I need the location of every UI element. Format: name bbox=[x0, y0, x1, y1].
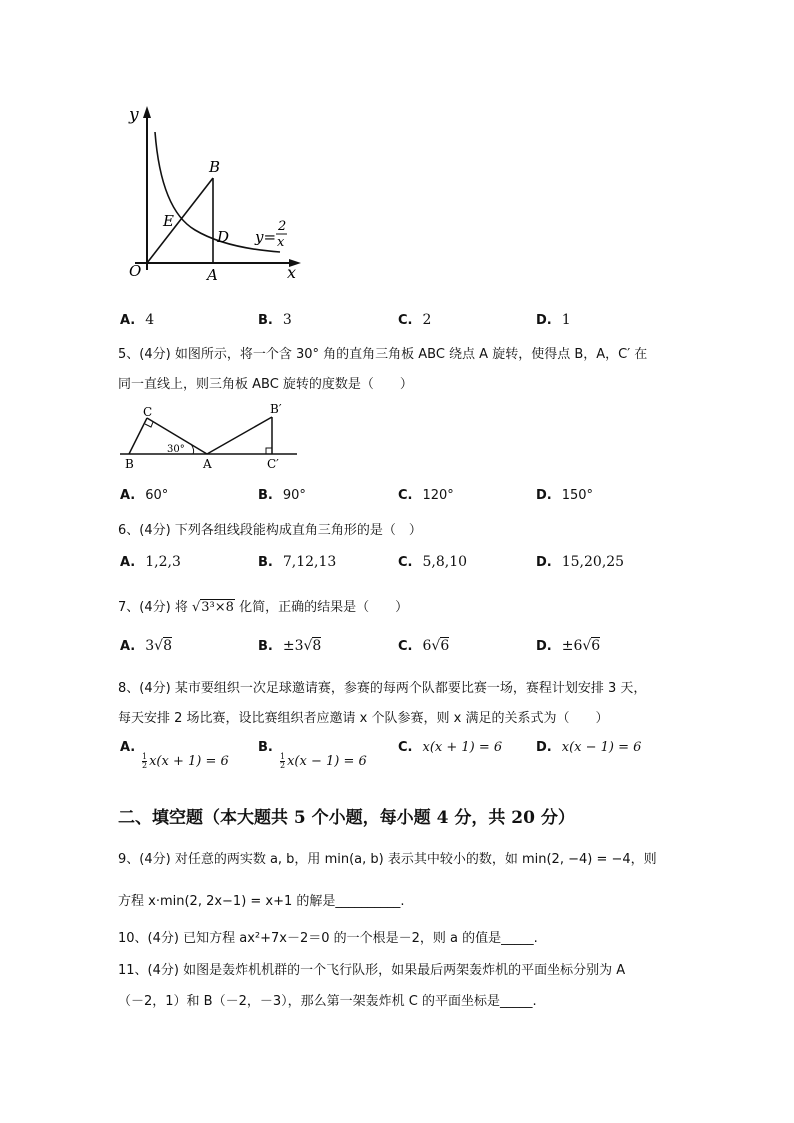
option-radicand: 6 bbox=[440, 638, 450, 654]
option-value: 60° bbox=[145, 488, 169, 503]
option-expr: x(x + 1) = 6 bbox=[422, 740, 503, 755]
option-value: 120° bbox=[422, 488, 454, 503]
option-letter: D. bbox=[536, 740, 552, 755]
radical-sign-icon: √ bbox=[431, 638, 441, 654]
label-D: D bbox=[217, 228, 230, 246]
option-letter: D. bbox=[536, 488, 552, 503]
label-B-prime: B′ bbox=[270, 402, 282, 416]
q7-option-b[interactable] bbox=[258, 638, 321, 654]
option-coef: ±6 bbox=[561, 638, 583, 654]
q6-text: 6、(4分) 下列各组线段能构成直角三角形的是（ ） bbox=[118, 523, 422, 538]
y-axis-arrow bbox=[143, 106, 151, 118]
label-B: B bbox=[125, 457, 134, 471]
radical-sign-icon: √ bbox=[154, 638, 164, 654]
q7-text bbox=[118, 596, 408, 615]
frac-den: 2 bbox=[280, 761, 286, 770]
q7-option-c[interactable] bbox=[398, 638, 449, 654]
q9-line2: 方程 x·min(2, 2x−1) = x+1 的解是__________. bbox=[118, 894, 405, 909]
segment-AB2 bbox=[207, 417, 272, 454]
label-A: A bbox=[207, 266, 218, 284]
section-heading: 二、填空题（本大题共 5 个小题，每小题 4 分，共 20 分） bbox=[118, 808, 575, 828]
option-letter: A. bbox=[120, 740, 136, 755]
q10-text: 10、(4分) 已知方程 ax²+7x－2＝0 的一个根是－2，则 a 的值是_____. bbox=[118, 931, 538, 946]
q6-option-c[interactable] bbox=[398, 554, 467, 570]
option-value: 5,8,10 bbox=[422, 554, 468, 570]
q7-suffix: 化简，正确的结果是（ ） bbox=[239, 600, 409, 615]
option-expr: x(x − 1) = 6 bbox=[561, 740, 642, 755]
option-coef: 3 bbox=[145, 638, 155, 654]
frac-num: 1 bbox=[280, 752, 286, 761]
label-angle: 30° bbox=[167, 444, 185, 455]
option-letter: D. bbox=[536, 555, 552, 570]
q8-option-b-expr[interactable] bbox=[280, 753, 367, 770]
q7-prefix: 7、(4分) 将 bbox=[118, 600, 188, 615]
q9-line1: 9、(4分) 对任意的两实数 a, b，用 min(a, b) 表示其中较小的数，如 min(2, −4) = −4，则 bbox=[118, 852, 657, 867]
option-radicand: 8 bbox=[312, 638, 322, 654]
q7-radicand: 3³×8 bbox=[201, 600, 234, 615]
segment-OB bbox=[147, 178, 213, 263]
option-letter: A. bbox=[120, 488, 136, 503]
option-value: 15,20,25 bbox=[561, 554, 625, 570]
option-value: 3 bbox=[282, 312, 292, 328]
option-coef: ±3 bbox=[282, 638, 304, 654]
q4-option-d[interactable] bbox=[536, 312, 571, 328]
option-letter: C. bbox=[398, 639, 413, 654]
frac-den: 2 bbox=[142, 761, 148, 770]
option-value: 4 bbox=[145, 312, 155, 328]
q4-option-b[interactable] bbox=[258, 312, 292, 328]
option-value: 1 bbox=[561, 312, 571, 328]
option-value: 2 bbox=[422, 312, 432, 328]
right-angle-mark-c2 bbox=[266, 448, 272, 454]
option-expr: x(x + 1) = 6 bbox=[149, 754, 229, 769]
option-letter: C. bbox=[398, 555, 413, 570]
option-letter: B. bbox=[258, 639, 273, 654]
label-C-prime: C′ bbox=[267, 457, 279, 471]
q8-option-d[interactable] bbox=[536, 740, 641, 755]
q11-line1: 11、(4分) 如图是轰炸机机群的一个飞行队形，如果最后两架轰炸机的平面坐标分别为 A bbox=[118, 963, 626, 978]
label-B: B bbox=[209, 158, 221, 176]
q7-option-d[interactable] bbox=[536, 638, 600, 654]
option-letter: D. bbox=[536, 639, 552, 654]
option-letter: D. bbox=[536, 313, 552, 328]
option-value: 1,2,3 bbox=[145, 554, 181, 570]
option-letter: A. bbox=[120, 313, 136, 328]
option-letter: C. bbox=[398, 488, 413, 503]
label-C: C bbox=[143, 405, 153, 419]
q4-option-a[interactable] bbox=[120, 312, 154, 328]
q7-sqrt bbox=[192, 599, 235, 615]
label-A: A bbox=[203, 457, 212, 471]
option-letter: B. bbox=[258, 740, 273, 755]
right-angle-mark-c bbox=[145, 422, 153, 427]
hyperbola-figure bbox=[115, 100, 315, 290]
rotation-figure bbox=[115, 400, 305, 472]
segment-BC bbox=[129, 418, 147, 454]
option-letter: B. bbox=[258, 555, 273, 570]
func-lhs: y= bbox=[255, 228, 277, 246]
q5-option-d[interactable] bbox=[536, 488, 593, 503]
label-O: O bbox=[129, 262, 142, 280]
q8-option-a-expr[interactable] bbox=[142, 753, 229, 770]
option-letter: C. bbox=[398, 313, 413, 328]
q6-option-d[interactable] bbox=[536, 554, 624, 570]
radical-sign-icon: √ bbox=[191, 600, 201, 615]
option-coef: 6 bbox=[422, 638, 432, 654]
func-den: x bbox=[277, 235, 285, 250]
q5-line2: 同一直线上，则三角板 ABC 旋转的度数是（ ） bbox=[118, 377, 413, 392]
q5-line1: 5、(4分) 如图所示，将一个含 30° 角的直角三角板 ABC 绕点 A 旋转，使得点 B，A，C′ 在 bbox=[118, 347, 648, 362]
frac-num: 1 bbox=[142, 752, 148, 761]
label-x: x bbox=[287, 263, 297, 282]
q8-line1: 8、(4分) 某市要组织一次足球邀请赛，参赛的每两个队都要比赛一场，赛程计划安排 3 天， bbox=[118, 681, 647, 696]
q7-option-a[interactable] bbox=[120, 638, 172, 654]
option-letter: C. bbox=[398, 740, 413, 755]
option-expr: x(x − 1) = 6 bbox=[287, 754, 367, 769]
q5-option-c[interactable] bbox=[398, 488, 454, 503]
q8-option-c[interactable] bbox=[398, 740, 502, 755]
fraction-half bbox=[142, 753, 147, 770]
radical-sign-icon: √ bbox=[303, 638, 313, 654]
q5-option-a[interactable] bbox=[120, 488, 168, 503]
option-letter: A. bbox=[120, 555, 136, 570]
option-value: 150° bbox=[561, 488, 594, 503]
option-value: 90° bbox=[282, 488, 306, 503]
option-letter: A. bbox=[120, 639, 136, 654]
label-y: y bbox=[129, 105, 139, 125]
option-radicand: 8 bbox=[163, 638, 173, 654]
q8-line2: 每天安排 2 场比赛，设比赛组织者应邀请 x 个队参赛，则 x 满足的关系式为（ ） bbox=[118, 711, 609, 726]
q6-option-a[interactable] bbox=[120, 554, 181, 570]
func-num: 2 bbox=[278, 219, 287, 234]
option-letter: B. bbox=[258, 313, 273, 328]
q5-option-b[interactable] bbox=[258, 488, 306, 503]
option-letter: B. bbox=[258, 488, 273, 503]
option-value: 7,12,13 bbox=[282, 554, 337, 570]
q11-line2: （－2，1）和 B（－2，－3），那么第一架轰炸机 C 的平面坐标是_____. bbox=[118, 994, 537, 1009]
option-radicand: 6 bbox=[591, 638, 601, 654]
fraction-half bbox=[280, 753, 285, 770]
q4-option-c[interactable] bbox=[398, 312, 431, 328]
label-E: E bbox=[163, 212, 174, 230]
q6-option-b[interactable] bbox=[258, 554, 336, 570]
radical-sign-icon: √ bbox=[582, 638, 592, 654]
